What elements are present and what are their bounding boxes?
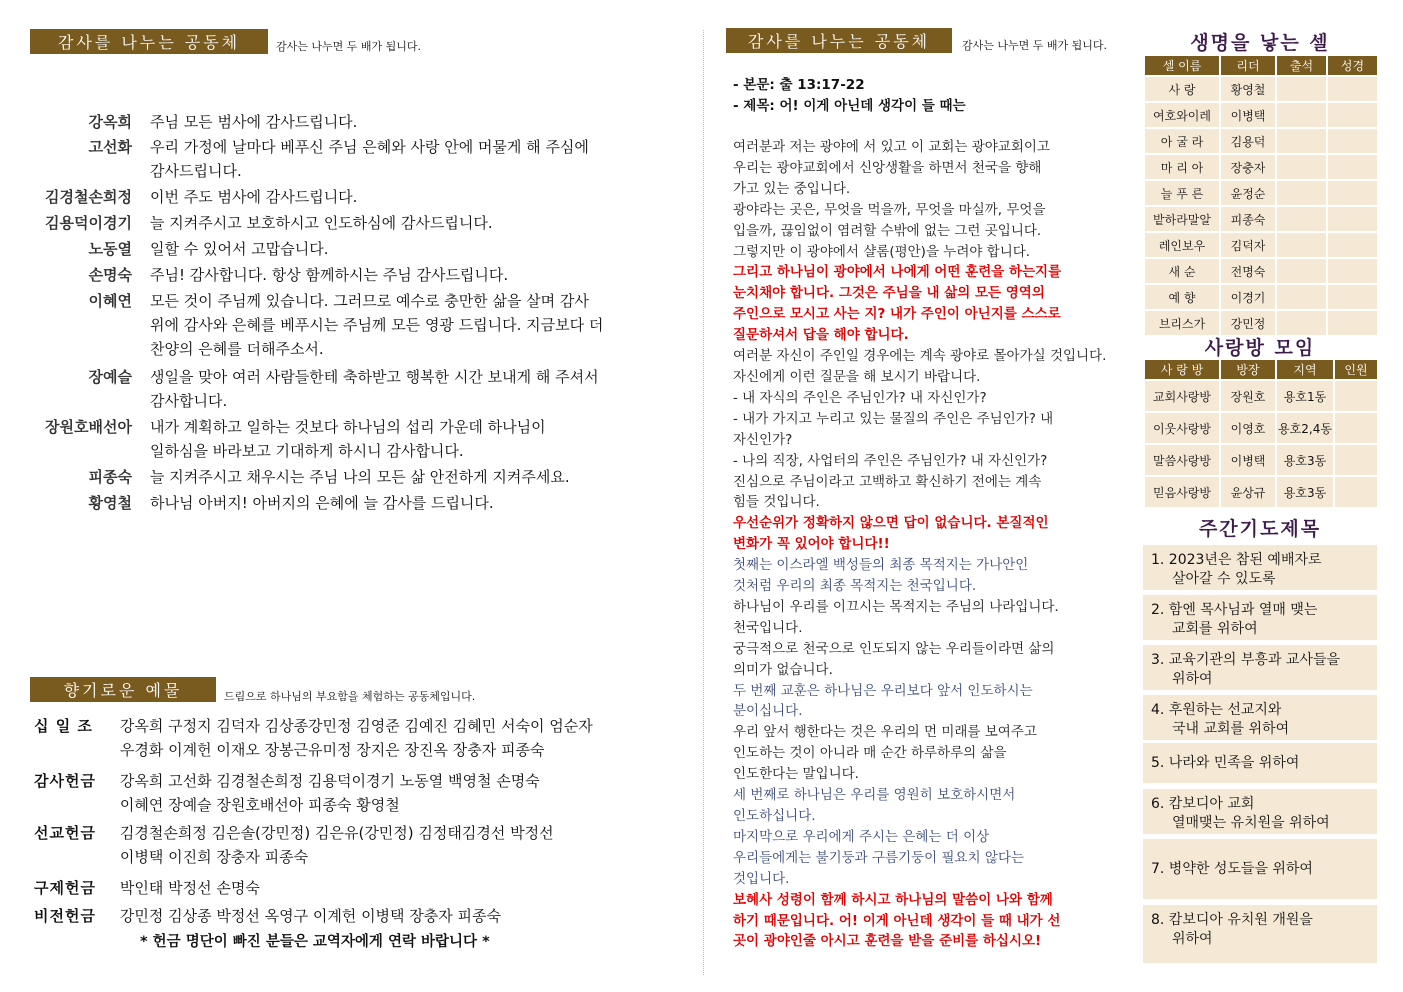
sermon-line: 변화가 꼭 있어야 합니다!! xyxy=(733,536,890,553)
rooms-cell: 이병택 xyxy=(1220,444,1276,476)
rooms-row xyxy=(1144,476,1378,508)
cells-row xyxy=(1144,154,1378,180)
offering-names xyxy=(120,876,684,900)
cells-cell: 이경기 xyxy=(1220,284,1276,310)
offering-note: * 헌금 명단이 빠진 분들은 교역자에게 연락 바랍니다 * xyxy=(140,934,490,950)
prayer-line: 5. 나라와 민족을 위하여 xyxy=(1151,754,1300,771)
cells-cell xyxy=(1276,284,1327,310)
thanks-line: 모든 것이 주님께 있습니다. 그러므로 예수로 충만한 삶을 살며 감사 xyxy=(150,292,589,310)
prayer-line: 2. 함엔 목사님과 열매 맺는 xyxy=(1151,602,1318,618)
sermon-line: 광야라는 곳은, 무엇을 먹을까, 무엇을 마실까, 무엇을 xyxy=(733,201,1046,218)
thanks-text xyxy=(150,110,675,134)
cells-cell xyxy=(1276,232,1327,258)
prayer-line: 교회를 위하여 xyxy=(1172,621,1258,637)
offering-label: 감사헌금 xyxy=(34,772,96,790)
thanks-line: 위에 감사와 은혜를 베푸시는 주님께 모든 영광 드립니다. 지금보다 더 xyxy=(150,316,604,334)
cells-row xyxy=(1144,206,1378,232)
thanks-text xyxy=(150,365,675,413)
sermon-line: 힘들 것입니다. xyxy=(733,494,820,511)
cells-cell: 사 랑 xyxy=(1144,76,1220,102)
cells-cell: 김용덕 xyxy=(1220,128,1276,154)
sermon-line: 하나님이 우리를 이끄시는 목적지는 주님의 나라입니다. xyxy=(733,598,1059,615)
cells-header-cell: 셀 이름 xyxy=(1144,55,1220,76)
offering-row xyxy=(34,876,684,900)
sermon-title: - 제목: 어! 이게 아닌데 생각이 들 때는 xyxy=(733,98,966,114)
offering-row xyxy=(34,821,684,869)
sermon-line: 우선순위가 정확하지 않으면 답이 없습니다. 본질적인 xyxy=(733,515,1049,532)
rooms-header-row xyxy=(1144,359,1378,380)
thanks-row xyxy=(30,135,680,183)
sermon-line: 하기 때문입니다. 어! 이게 아닌데 생각이 들 때 내가 선 xyxy=(733,912,1061,929)
thanks-row xyxy=(30,465,680,489)
thanks-row xyxy=(30,110,680,134)
prayer-line: 위하여 xyxy=(1172,671,1213,687)
offering-row xyxy=(34,714,684,762)
cells-cell xyxy=(1327,102,1378,128)
prayer-line: 7. 병약한 성도들을 위하여 xyxy=(1151,860,1313,877)
sermon-line: 주인으로 모시고 사는 지? 내가 주인이 아닌지를 스스로 xyxy=(733,306,1061,323)
thanks-text xyxy=(150,289,675,361)
offering-line: 박인태 박정선 손명숙 xyxy=(119,879,260,897)
rooms-cell: 용호1동 xyxy=(1276,380,1334,412)
sermon-line: 인도한다는 말입니다. xyxy=(733,766,859,783)
thanks-line: 찬양의 은혜를 더해주소서. xyxy=(150,340,324,358)
sermon-line: 눈치채야 합니다. 그것은 주님을 내 삶의 모든 영역의 xyxy=(733,285,1045,302)
offering-names xyxy=(120,821,684,869)
cells-cell: 레인보우 xyxy=(1144,232,1220,258)
sermon-line: 두 번째 교훈은 하나님은 우리보다 앞서 인도하시는 xyxy=(733,682,1033,699)
offering-line: 강민정 김상종 박정선 옥영구 이계헌 이병택 장충자 피종숙 xyxy=(119,907,502,925)
thanks-text xyxy=(150,185,675,209)
cells-cell: 이병택 xyxy=(1220,102,1276,128)
offering-line: 강옥희 고선화 김경철손희정 김용덕이경기 노동열 백영철 손명숙 xyxy=(119,772,540,790)
sermon-line: 그리고 하나님이 광야에서 나에게 어떤 훈련을 하는지를 xyxy=(733,264,1062,281)
offering-names xyxy=(120,714,684,762)
cells-cell: 윤정순 xyxy=(1220,180,1276,206)
rooms-cell: 믿음사랑방 xyxy=(1144,476,1220,508)
thanks-line: 이번 주도 범사에 감사드립니다. xyxy=(150,188,358,206)
thanks-name: 이혜연 xyxy=(88,292,132,310)
cells-header-cell: 리더 xyxy=(1220,55,1276,76)
sermon-line: 인도하는 것이 아니라 매 순간 하루하루의 삶을 xyxy=(733,745,1007,762)
cells-cell xyxy=(1327,206,1378,232)
thanks-text xyxy=(150,491,675,515)
thanks-name: 황영철 xyxy=(88,494,132,512)
thanks-line: 하나님 아버지! 아버지의 은혜에 늘 감사를 드립니다. xyxy=(150,494,494,512)
sermon-line: 자신에게 이런 질문을 해 보시기 바랍니다. xyxy=(733,368,981,385)
rooms-cell: 이영호 xyxy=(1220,412,1276,444)
sermon-body xyxy=(733,137,1106,952)
rooms-header-cell: 지역 xyxy=(1276,359,1334,380)
offering-line: 강옥희 구정지 김덕자 김상종강민정 김영준 김예진 김혜민 서숙이 엄순자 xyxy=(119,717,593,735)
thanks-name: 고선화 xyxy=(88,138,132,156)
cells-cell xyxy=(1327,284,1378,310)
prayer-line: 3. 교육기관의 부흥과 교사들을 xyxy=(1151,652,1340,668)
thanks-line: 늘 지켜주시고 보호하시고 인도하심에 감사드립니다. xyxy=(150,214,493,232)
thanks-row xyxy=(30,365,680,413)
prayer-line: 6. 캄보디아 교회 xyxy=(1151,796,1255,812)
cells-row xyxy=(1144,128,1378,154)
thanks-row xyxy=(30,415,680,463)
rooms-cell: 용호3동 xyxy=(1276,444,1334,476)
rooms-cell xyxy=(1334,380,1378,412)
page-divider xyxy=(703,30,704,975)
thanks-row xyxy=(30,185,680,209)
thanks-row xyxy=(30,289,680,361)
sermon-line: 우리 앞서 행한다는 것은 우리의 먼 미래를 보여주고 xyxy=(733,724,1037,741)
cells-cell: 밭하라말알 xyxy=(1144,206,1220,232)
thanks-name: 김경철손희정 xyxy=(45,188,132,206)
sermon-line: 궁극적으로 천국으로 인도되지 않는 우리들이라면 삶의 xyxy=(733,640,1055,657)
thanks-text xyxy=(150,465,675,489)
rooms-cell xyxy=(1334,476,1378,508)
rooms-header-cell: 사 랑 방 xyxy=(1144,359,1220,380)
thanks-line: 생일을 맞아 여러 사람들한테 축하받고 행복한 시간 보내게 해 주셔서 xyxy=(150,368,599,386)
thanks-line: 내가 계획하고 일하는 것보다 하나님의 섭리 가운데 하나님이 xyxy=(150,418,546,436)
thanks-subtitle: 감사는 나누면 두 배가 됩니다. xyxy=(276,40,421,53)
thanks-text xyxy=(150,237,675,261)
rooms-cell xyxy=(1334,444,1378,476)
prayer-item xyxy=(1143,839,1377,899)
thanks-line: 주님! 감사합니다. 항상 함께하시는 주님 감사드립니다. xyxy=(150,266,509,284)
cells-cell: 전명숙 xyxy=(1220,258,1276,284)
rooms-header-cell: 인원 xyxy=(1334,359,1378,380)
thanks-line: 우리 가정에 날마다 베푸신 주님 은혜와 사랑 안에 머물게 해 주심에 xyxy=(150,138,589,156)
cells-cell xyxy=(1276,128,1327,154)
thanks-text xyxy=(150,263,675,287)
prayer-item xyxy=(1143,695,1377,740)
thanks-line: 늘 지켜주시고 채우시는 주님 나의 모든 삶 안전하게 지켜주세요. xyxy=(150,468,570,486)
offering-names xyxy=(120,769,684,817)
thanks-name: 김용덕이경기 xyxy=(45,214,132,232)
cells-row xyxy=(1144,102,1378,128)
thanks-line: 감사드립니다. xyxy=(150,162,242,180)
sermon-line: 인도하십니다. xyxy=(733,808,816,824)
cells-cell xyxy=(1276,102,1327,128)
rooms-row xyxy=(1144,412,1378,444)
prayer-line: 1. 2023년은 참된 예배자로 xyxy=(1151,552,1322,568)
cells-cell xyxy=(1276,258,1327,284)
prayer-line: 8. 캄보디아 유치원 개원을 xyxy=(1151,912,1313,928)
prayer-item xyxy=(1143,545,1377,590)
thanks-text xyxy=(150,135,675,183)
rooms-cell: 장원호 xyxy=(1220,380,1276,412)
cells-row xyxy=(1144,232,1378,258)
offering-banner: 향기로운 예물 xyxy=(30,677,216,702)
thanks-name: 노동열 xyxy=(88,240,132,258)
sermon-line: 것처럼 우리의 최종 목적지는 천국입니다. xyxy=(733,578,977,595)
cells-cell xyxy=(1327,232,1378,258)
sermon-line: 우리는 광야교회에서 신앙생활을 하면서 천국을 향해 xyxy=(733,159,1042,176)
cells-header-row xyxy=(1144,55,1378,76)
thanks-row xyxy=(30,211,680,235)
sermon-line: 보혜사 성령이 함께 하시고 하나님의 말씀이 나와 함께 xyxy=(733,891,1053,908)
room-table xyxy=(1143,358,1379,509)
cells-header-cell: 출석 xyxy=(1276,55,1327,76)
sermon-line: 여러분과 저는 광야에 서 있고 이 교회는 광야교회이고 xyxy=(733,139,1050,155)
cells-header-cell: 성경 xyxy=(1327,55,1378,76)
cells-row xyxy=(1144,258,1378,284)
prayer-line: 위하여 xyxy=(1172,931,1213,947)
sermon-line: 여러분 자신이 주인일 경우에는 계속 광야로 몰아가실 것입니다. xyxy=(733,348,1107,365)
cells-cell xyxy=(1276,154,1327,180)
cells-cell xyxy=(1327,76,1378,102)
cells-cell xyxy=(1327,154,1378,180)
prayer-item xyxy=(1143,595,1377,640)
prayer-line: 열매맺는 유치원을 위하여 xyxy=(1172,815,1330,831)
cells-cell: 아 굴 라 xyxy=(1144,128,1220,154)
sermon-line: 질문하셔서 답을 해야 합니다. xyxy=(733,327,909,344)
thanks-row xyxy=(30,237,680,261)
sermon-line: 진심으로 주님이라고 고백하고 확신하기 전에는 계속 xyxy=(733,473,1042,490)
offering-subtitle: 드림으로 하나님의 부요함을 체험하는 공동체입니다. xyxy=(224,690,476,703)
cells-cell: 강민정 xyxy=(1220,310,1276,336)
rooms-header-cell: 방장 xyxy=(1220,359,1276,380)
prayer-line: 살아갈 수 있도록 xyxy=(1172,571,1276,587)
thanks-line: 주님 모든 범사에 감사드립니다. xyxy=(150,113,358,131)
cells-cell: 새 순 xyxy=(1144,258,1220,284)
rooms-row xyxy=(1144,380,1378,412)
thanks-name: 장예슬 xyxy=(88,368,132,386)
sermon-line: 첫째는 이스라엘 백성들의 최종 목적지는 가나안인 xyxy=(733,557,1029,574)
sermon-line: 그렇지만 이 광야에서 샬롬(평안)을 누려야 합니다. xyxy=(733,243,1031,260)
cells-cell xyxy=(1276,76,1327,102)
thanks-line: 일하심을 바라보고 기대하게 하시니 감사합니다. xyxy=(150,442,464,460)
sermon-line: 분이십니다. xyxy=(733,703,803,720)
cells-cell xyxy=(1327,258,1378,284)
cells-cell: 황영철 xyxy=(1220,76,1276,102)
room-title: 사랑방 모임 xyxy=(1204,337,1316,359)
offering-line: 김경철손희정 김은솔(강민정) 김은유(강민정) 김정태김경선 박정선 xyxy=(119,824,554,842)
sermon-banner: 감사를 나누는 공동체 xyxy=(726,28,952,53)
thanks-line: 일할 수 있어서 고맙습니다. xyxy=(150,240,329,258)
sermon-subtitle: 감사는 나누면 두 배가 됩니다. xyxy=(962,39,1107,52)
thanks-name: 장원호배선아 xyxy=(45,418,132,436)
offering-label: 구제헌금 xyxy=(34,879,96,897)
offering-label: 십 일 조 xyxy=(34,717,93,735)
cells-cell xyxy=(1327,128,1378,154)
sermon-line: 가고 있는 중입니다. xyxy=(733,180,851,197)
rooms-cell xyxy=(1334,412,1378,444)
rooms-row xyxy=(1144,444,1378,476)
prayer-line: 국내 교회를 위하여 xyxy=(1172,721,1290,737)
offering-label: 비전헌금 xyxy=(34,907,96,925)
cell-title: 생명을 낳는 셀 xyxy=(1190,32,1330,54)
offering-line: 우경화 이계헌 이재오 장봉근유미정 장지은 장진옥 장충자 피종숙 xyxy=(119,741,545,759)
sermon-line: 입을까, 끊임없이 염려할 수밖에 없는 그런 곳입니다. xyxy=(733,222,1042,239)
thanks-text xyxy=(150,415,675,463)
rooms-cell: 이웃사랑방 xyxy=(1144,412,1220,444)
thanks-line: 감사합니다. xyxy=(150,392,228,410)
thanks-name: 강옥희 xyxy=(88,113,132,131)
cells-cell: 김덕자 xyxy=(1220,232,1276,258)
thanks-banner: 감사를 나누는 공동체 xyxy=(30,29,268,54)
cells-row xyxy=(1144,180,1378,206)
cells-row xyxy=(1144,284,1378,310)
sermon-scripture: - 본문: 출 13:17-22 xyxy=(733,77,865,93)
rooms-cell: 교회사랑방 xyxy=(1144,380,1220,412)
prayer-item xyxy=(1143,743,1377,783)
offering-row xyxy=(34,904,684,928)
sermon-line: 곳이 광야인줄 아시고 훈련을 받을 준비를 하십시오! xyxy=(733,933,1042,950)
cells-cell xyxy=(1327,180,1378,206)
cells-cell: 예 향 xyxy=(1144,284,1220,310)
offering-label: 선교헌금 xyxy=(34,824,96,842)
rooms-cell: 윤상규 xyxy=(1220,476,1276,508)
sermon-line: - 내 자식의 주인은 주님인가? 내 자신인가? xyxy=(733,389,987,406)
offering-line: 이병택 이진희 장충자 피종숙 xyxy=(119,848,309,866)
sermon-line: 자신인가? xyxy=(733,431,793,448)
offering-line: 이혜연 장예슬 장원호배선아 피종숙 황영철 xyxy=(119,796,400,814)
offering-row xyxy=(34,769,684,817)
cells-cell: 브리스가 xyxy=(1144,310,1220,336)
rooms-cell: 말씀사랑방 xyxy=(1144,444,1220,476)
cells-cell: 피종숙 xyxy=(1220,206,1276,232)
sermon-line: 의미가 없습니다. xyxy=(733,661,833,678)
cells-cell: 장충자 xyxy=(1220,154,1276,180)
prayer-item xyxy=(1143,789,1377,834)
thanks-name: 손명숙 xyxy=(88,266,132,284)
thanks-text xyxy=(150,211,675,235)
cells-row xyxy=(1144,76,1378,102)
prayer-item xyxy=(1143,645,1377,690)
sermon-line: - 나의 직장, 사업터의 주인은 주님인가? 내 자신인가? xyxy=(733,452,1048,469)
cells-cell xyxy=(1276,206,1327,232)
prayer-title: 주간기도제목 xyxy=(1198,518,1322,540)
cells-cell: 여호와이레 xyxy=(1144,102,1220,128)
sermon-line: - 내가 가지고 누리고 있는 물질의 주인은 주님인가? 내 xyxy=(733,410,1054,427)
thanks-row xyxy=(30,491,680,515)
sermon-line: 마지막으로 우리에게 주시는 은혜는 더 이상 xyxy=(733,828,990,845)
prayer-line: 4. 후원하는 선교지와 xyxy=(1151,702,1282,718)
cell-table xyxy=(1143,54,1379,337)
sermon-line: 우리들에게는 불기둥과 구름기둥이 필요치 않다는 xyxy=(733,849,1025,866)
prayer-item xyxy=(1143,905,1377,963)
offering-names xyxy=(120,904,684,928)
thanks-row xyxy=(30,263,680,287)
thanks-name: 피종숙 xyxy=(88,468,132,486)
cells-cell xyxy=(1276,180,1327,206)
rooms-cell: 용호2,4동 xyxy=(1276,412,1334,444)
sermon-line: 세 번째로 하나님은 우리를 영원히 보호하시면서 xyxy=(733,787,1016,804)
sermon-line: 천국입니다. xyxy=(733,619,803,636)
sermon-line: 것입니다. xyxy=(733,870,790,887)
cells-cell: 마 리 아 xyxy=(1144,154,1220,180)
cells-cell: 늘 푸 른 xyxy=(1144,180,1220,206)
rooms-cell: 용호3동 xyxy=(1276,476,1334,508)
